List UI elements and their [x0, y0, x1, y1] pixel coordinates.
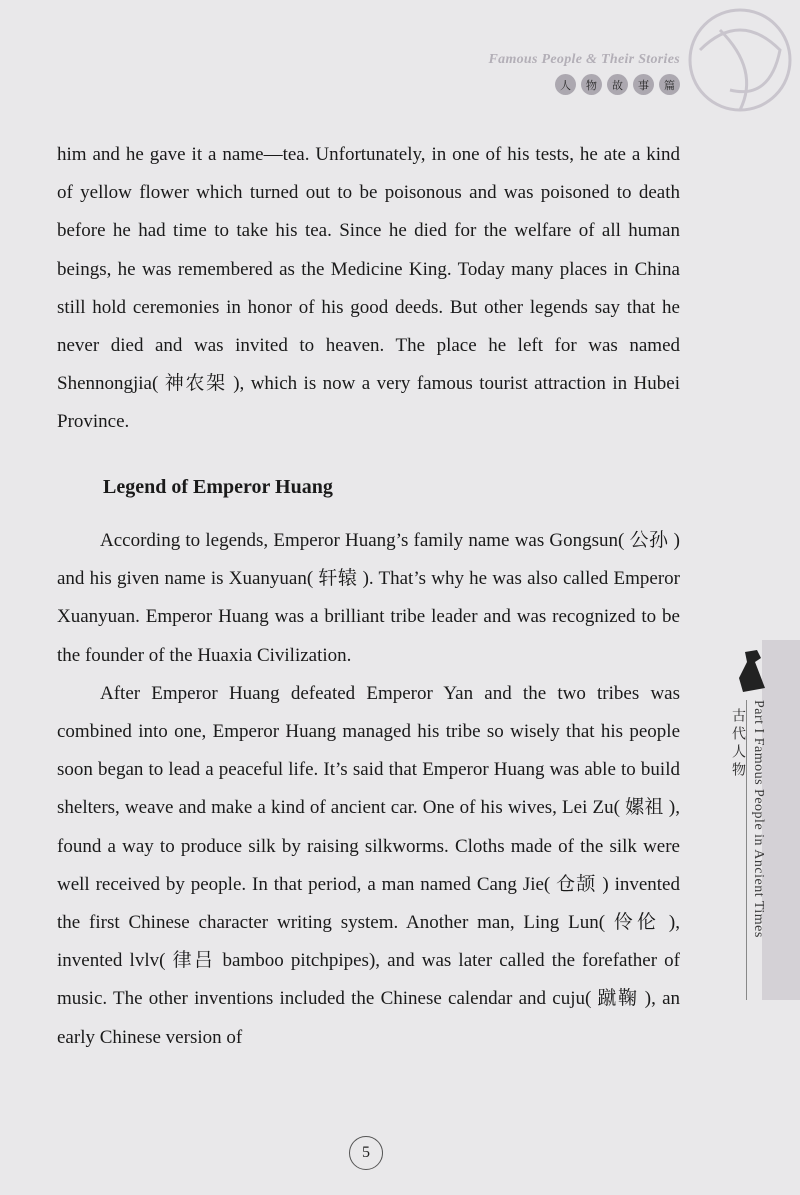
header-cn-char: 事: [633, 74, 654, 95]
header-cn-char: 物: [581, 74, 602, 95]
section-paragraph-1: According to legends, Emperor Huang’s family name was Gongsun( 公孙 ) and his given name is Xuanyuan( 轩辕 ). That’s why he was also called Emperor Xuanyuan. Emperor Huang was a brilliant tribe leader and was recognized to be the founder of the Huaxia Civilization.: [57, 530, 680, 666]
chapter-figure-icon: [735, 648, 769, 694]
decorative-swirl-icon: [620, 0, 800, 140]
section-paragraph-2: After Emperor Huang defeated Emperor Yan and the two tribes was combined into one, Emperor Huang managed his tribe so wisely that his people soon began to lead a peaceful life. It’s said that Emperor Huang was able to build shelters, weave and make a kind of ancient car. One of his wives, Lei Zu( 嫘祖 ), found a way to produce silk by raising silkworms. Cloths made of the silk were well received by people. In that period, a man named Cang Jie( 仓颉 ) invented the first Chinese character writing system. Another man, Ling Lun( 伶伦 ), invented lvlv( 律吕 bamboo pitchpipes), and was later called the forefather of music. The other inventions included the Chinese calendar and cuju( 蹴鞠 ), an early Chinese version of: [57, 682, 680, 1048]
section-heading: Legend of Emperor Huang: [103, 476, 333, 498]
page-number: 5: [349, 1136, 383, 1170]
chapter-side-tab: [762, 640, 800, 1000]
side-tab-english: Part I Famous People in Ancient Times: [751, 700, 766, 938]
continued-paragraph: him and he gave it a name—tea. Unfortunately, in one of his tests, he ate a kind of yellow flower which turned out to be poisonous and was poisoned to death before he had time to take his tea. Since he died for the welfare of all human beings, he was remembered as the Medicine King. Today many places in China still hold ceremonies in honor of his good deeds. But other legends say that he never died and was invited to heaven. The place he left for was named Shennongjia( 神农架 ), which is now a very famous tourist attraction in Hubei Province.: [57, 144, 680, 433]
continued-paragraph-block: [57, 136, 680, 442]
side-tab-chinese: 古代人物: [730, 708, 746, 780]
running-header-cn: [555, 74, 680, 95]
header-cn-char: 人: [555, 74, 576, 95]
section-body: [57, 522, 680, 1057]
running-header-title: Famous People & Their Stories: [488, 52, 680, 67]
header-cn-char: 故: [607, 74, 628, 95]
header-cn-char: 篇: [659, 74, 680, 95]
